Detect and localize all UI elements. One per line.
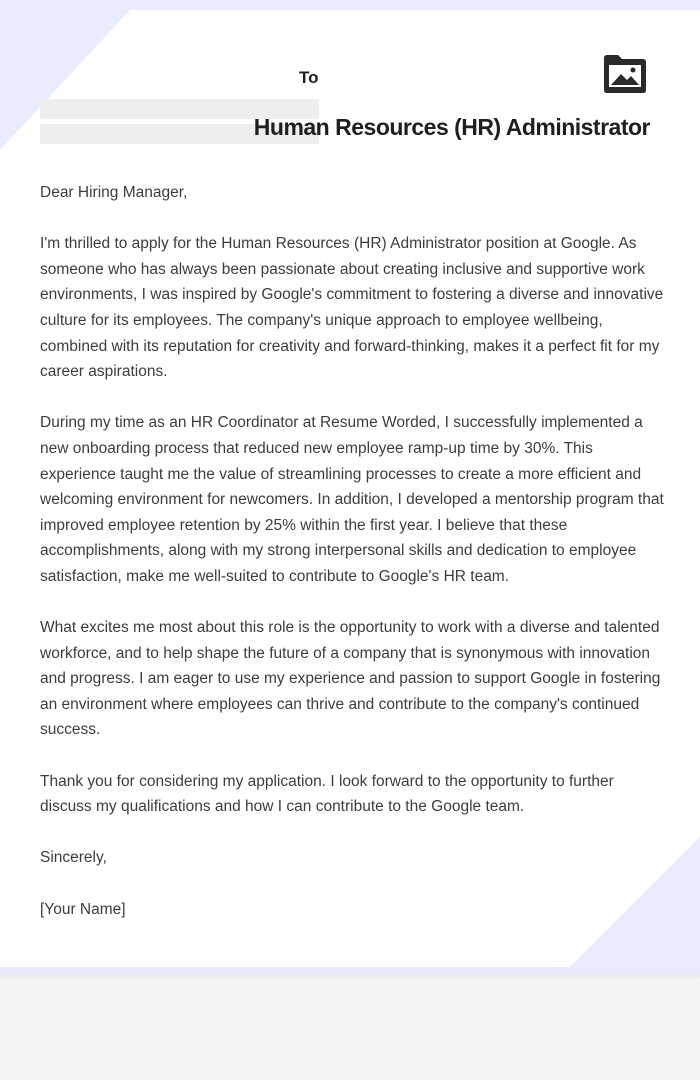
letter-closing: Sincerely, — [40, 849, 107, 867]
letter-paragraph: Thank you for considering my application. I look forward to the opportunity to further discuss my qualifications and how I can contribute to the Google team. — [40, 772, 614, 816]
folder-image-icon — [604, 55, 646, 93]
letter-paragraph: What excites me most about this role is the opportunity to work with a diverse and talented workforce, and to help shape the future of a company that is synonymous with innovation and progress. I am eager to use my experience and passion to support Google in fostering an environment where employees can thrive and contribute to the company's continued success. — [40, 619, 661, 739]
letter-greeting: Dear Hiring Manager, — [40, 184, 188, 201]
letter-sheet — [0, 10, 700, 967]
job-title-heading: Human Resources (HR) Administrator — [253, 114, 650, 140]
letter-body — [40, 180, 665, 948]
letter-paragraph: I'm thrilled to apply for the Human Resources (HR) Administrator position at Google. As someone who has always been passionate about creating inclusive and supportive work environments, I was inspired by Google's commitment to fostering a diverse and innovative culture for its employees. The company's unique approach to employee wellbeing, combined with its reputation for creativity and forward-thinking, makes it a perfect fit for my career aspirations. — [40, 235, 664, 381]
letter-paragraph: During my time as an HR Coordinator at Resume Worded, I successfully implemented a new onboarding process that reduced new employee ramp-up time by 30%. This experience taught me the value of streamlining processes to create a more efficient and welcoming environment for newcomers. In addition, I developed a mentorship program that improved employee retention by 25% within the first year. I believe that these accomplishments, along with my strong interpersonal skills and dedication to employee satisfaction, make me well-suited to contribute to Google's HR team. — [40, 414, 664, 585]
letter-signature: [Your Name] — [40, 900, 126, 918]
to-label: To — [299, 68, 319, 87]
